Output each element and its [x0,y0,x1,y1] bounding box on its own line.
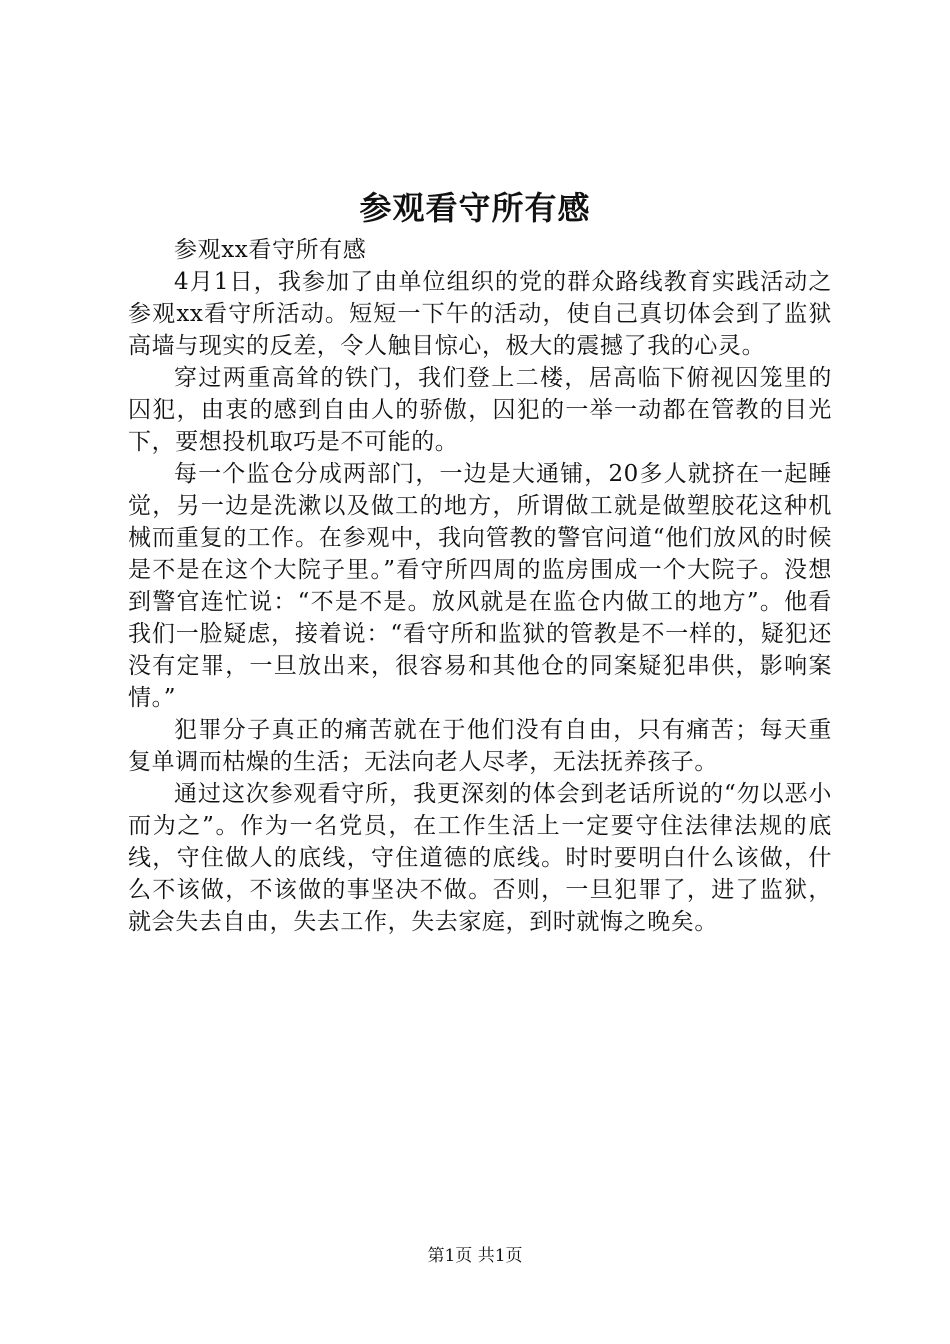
paragraph-1: 4月1日，我参加了由单位组织的党的群众路线教育实践活动之参观xx看守所活动。短短一下午的活动，使自己真切体会到了监狱高墙与现实的反差，令人触目惊心，极大的震撼了我的心灵。 [128,269,832,359]
paragraph-5: 通过这次参观看守所，我更深刻的体会到老话所说的“勿以恶小而为之”。作为一名党员，在工作生活上一定要守住法律法规的底线，守住做人的底线，守住道德的底线。时时要明白什么该做，什么不该做，不该做的事坚决不做。否则，一旦犯罪了，进了监狱，就会失去自由，失去工作，失去家庭，到时就悔之晚矣。 [128,781,832,935]
paragraph-3: 每一个监仓分成两部门，一边是大通铺，20多人就挤在一起睡觉，另一边是洗漱以及做工的地方，所谓做工就是做塑胶花这种机械而重复的工作。在参观中，我向管教的警官问道“他们放风的时候是不是在这个大院子里。”看守所四周的监房围成一个大院子。没想到警官连忙说：“不是不是。放风就是在监仓内做工的地方”。他看我们一脸疑虑，接着说：“看守所和监狱的管教是不一样的，疑犯还没有定罪，一旦放出来，很容易和其他仓的同案疑犯串供，影响案情。” [128,461,832,711]
paragraph-4: 犯罪分子真正的痛苦就在于他们没有自由，只有痛苦；每天重复单调而枯燥的生活；无法向老人尽孝，无法抚养孩子。 [128,717,832,775]
document-title: 参观看守所有感 [359,189,591,227]
paragraph-2: 穿过两重高耸的铁门，我们登上二楼，居高临下俯视囚笼里的囚犯，由衷的感到自由人的骄傲，囚犯的一举一动都在管教的目光下，要想投机取巧是不可能的。 [128,365,832,455]
page-number-footer: 第1页 共1页 [427,1246,523,1266]
paragraph-subtitle: 参观xx看守所有感 [174,237,367,263]
document-body [128,234,832,938]
